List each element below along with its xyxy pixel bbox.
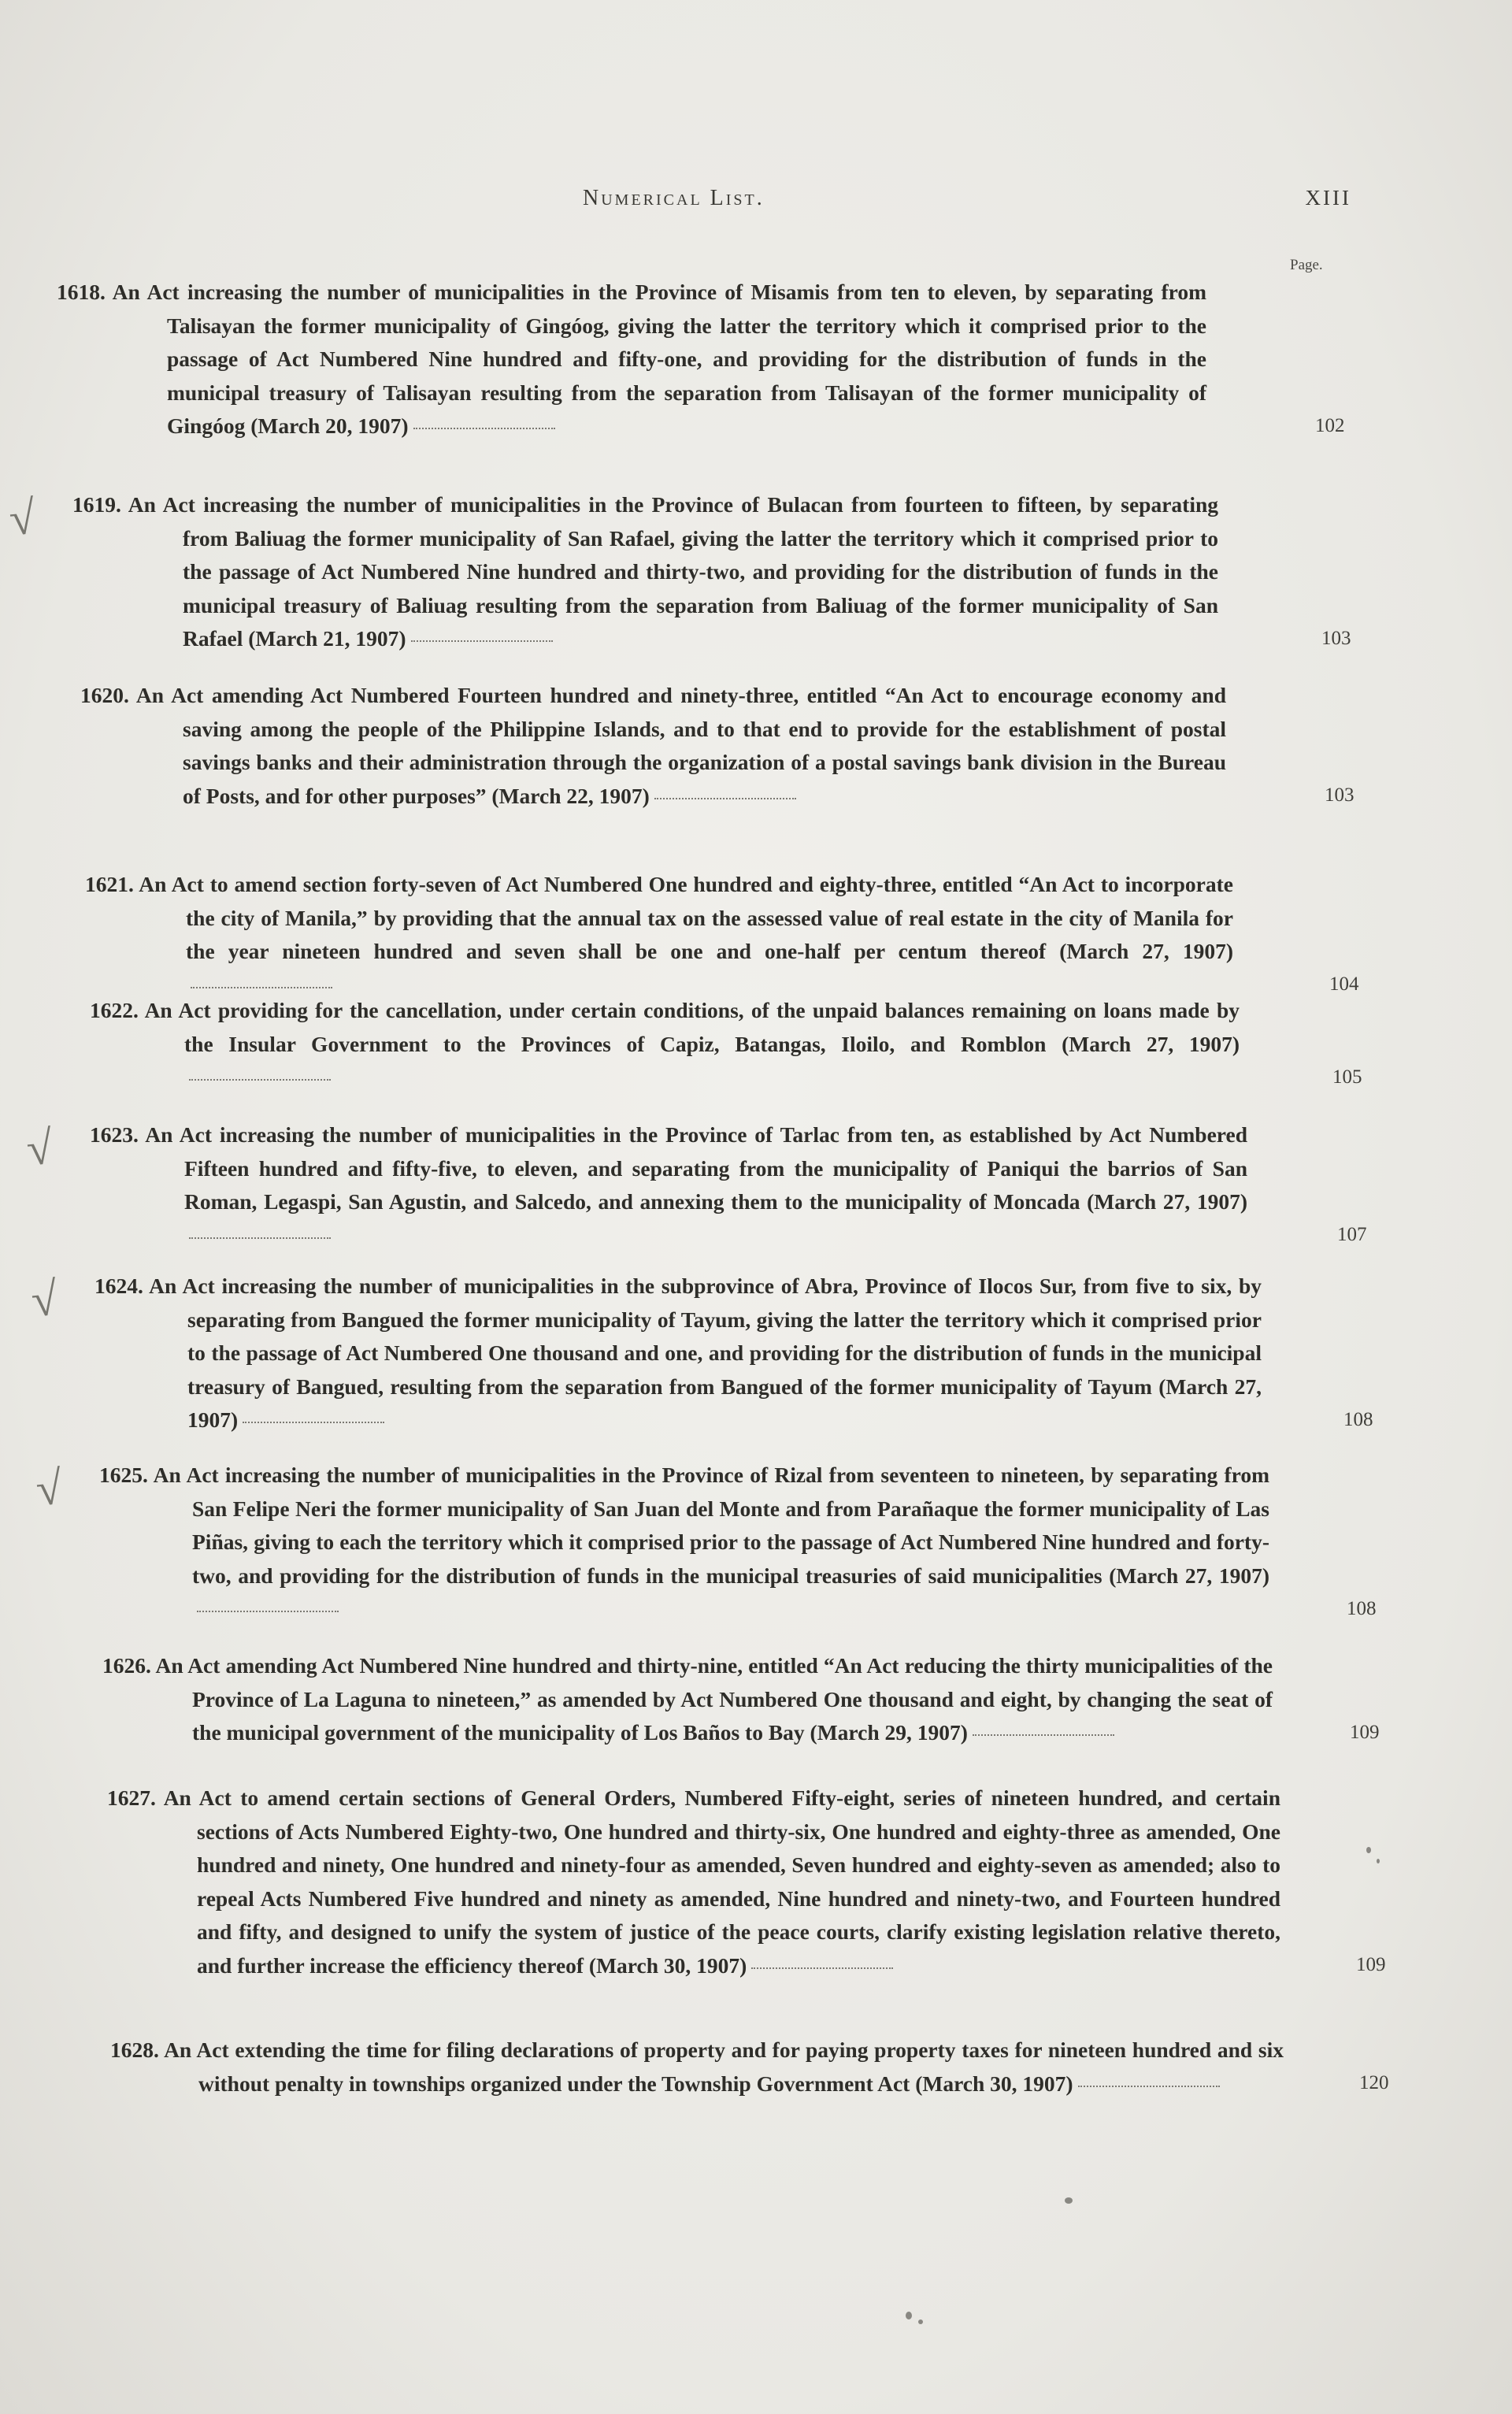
act-number: 1625. — [99, 1463, 148, 1487]
check-mark-icon: √ — [28, 1272, 61, 1327]
act-entry — [72, 679, 1226, 813]
act-title: An Act to amend section forty-seven of Act Numbered One hundred and eighty-three, entitled “An Act to incorporate the city of Manila,” by providing that the annual tax on the assessed value of real estate in the city of Manila for the year nineteen hundred and seven shall be one and one-half per centum thereof (March 27, 1907) — [139, 872, 1233, 963]
leader-dots — [413, 427, 555, 429]
scan-speck — [906, 2312, 912, 2319]
scan-speck — [918, 2319, 923, 2324]
page-reference: 109 — [1356, 1954, 1386, 1975]
act-entry — [102, 2034, 1284, 2101]
act-title: An Act increasing the number of municipalities in the Province of Rizal from seventeen to nineteen, by separating from San Felipe Neri the former municipality of San Juan del Monte and from Parañaque the former municipality of Las Piñas, giving to each the territory which it comprised prior to the passage of Act Numbered Nine hundred and forty-two, and providing for the distribution of funds in the municipal treasuries of said municipalities (March 27, 1907) — [153, 1463, 1269, 1588]
page-header — [158, 186, 1354, 217]
page-reference: 104 — [1329, 973, 1359, 995]
check-mark-icon: √ — [33, 1461, 65, 1516]
leader-dots — [411, 640, 553, 642]
act-entry — [87, 1270, 1262, 1437]
act-number: 1626. — [102, 1653, 151, 1678]
leader-dots — [751, 1967, 893, 1969]
act-entry — [82, 1118, 1247, 1252]
act-number: 1624. — [94, 1274, 143, 1298]
act-title: An Act amending Act Numbered Fourteen hundred and ninety-three, entitled “An Act to encourage economy and saving among the people of the Philippine Islands, and to that end to provide for the establishment of postal savings banks and their administration through the organization of a postal savings bank division in the Bureau of Posts, and for other purposes” (March 22, 1907) — [135, 683, 1226, 808]
scan-speck — [1366, 1847, 1371, 1853]
check-mark-icon: √ — [24, 1121, 56, 1176]
page-reference: 102 — [1315, 415, 1345, 436]
leader-dots — [189, 1237, 331, 1239]
leader-dots — [189, 1078, 331, 1081]
act-number: 1628. — [110, 2038, 159, 2062]
page-reference: 120 — [1359, 2072, 1389, 2093]
page-reference: 105 — [1332, 1066, 1362, 1088]
act-number: 1627. — [107, 1785, 156, 1810]
act-entry — [91, 1459, 1269, 1626]
scan-speck — [1377, 1859, 1380, 1863]
act-entry — [99, 1782, 1280, 1982]
act-number: 1620. — [80, 683, 129, 707]
page-reference: 108 — [1347, 1598, 1377, 1619]
leader-dots — [197, 1610, 339, 1612]
page-reference: 107 — [1337, 1224, 1367, 1245]
act-entry — [94, 1649, 1273, 1750]
leader-dots — [973, 1734, 1114, 1736]
act-number: 1621. — [85, 872, 134, 896]
act-number: 1618. — [57, 280, 106, 304]
page-reference: 103 — [1325, 784, 1354, 806]
act-number: 1619. — [72, 492, 121, 517]
leader-dots — [654, 797, 796, 799]
leader-dots — [191, 986, 332, 988]
act-entry — [49, 276, 1206, 443]
act-number: 1622. — [90, 998, 139, 1022]
page-reference: 103 — [1321, 628, 1351, 649]
page-reference: 109 — [1350, 1722, 1380, 1743]
leader-dots — [243, 1421, 384, 1423]
act-title: An Act increasing the number of municipalities in the subprovince of Abra, Province of Ilocos Sur, from five to six, by separating from Bangued the former municipality of Tayum, giving the latter the territory which it comprised prior to the passage of Act Numbered One thousand and one, and providing for the distribution of funds in the municipal treasury of Bangued, resulting from the separation from Bangued of the former municipality of Tayum (March 27, 1907) — [149, 1274, 1262, 1432]
scan-speck — [1065, 2197, 1073, 2204]
act-number: 1623. — [90, 1122, 139, 1147]
page-number: XIII — [1305, 186, 1351, 210]
act-entry — [65, 488, 1218, 656]
act-title: An Act increasing the number of municipalities in the Province of Misamis from ten to eleven, by separating from Talisayan the former municipality of Gingóog, giving the latter the territory which it comprised prior to the passage of Act Numbered Nine hundred and fifty-one, and providing for the distribution of funds in the municipal treasury of Talisayan resulting from the separation from Talisayan of the former municipality of Gingóog (March 20, 1907) — [112, 280, 1207, 438]
act-title: An Act increasing the number of municipalities in the Province of Bulacan from fourteen to fifteen, by separating from Baliuag the former municipality of San Rafael, giving the latter the territory which it comprised prior to the passage of Act Numbered Nine hundred and thirty-two, and providing for the distribution of funds in the municipal treasury of Baliuag resulting from the separation from Baliuag of the former municipality of San Rafael (March 21, 1907) — [128, 492, 1218, 651]
act-entry — [77, 868, 1233, 1002]
act-title: An Act extending the time for filing declarations of property and for paying property taxes for nineteen hundred and six without penalty in townships organized under the Township Government Act (March 30, 1907) — [164, 2038, 1284, 2096]
check-mark-icon: √ — [6, 491, 39, 546]
act-title: An Act to amend certain sections of General Orders, Numbered Fifty-eight, series of nineteen hundred, and certain sections of Acts Numbered Eighty-two, One hundred and thirty-six, One hundred and eighty-three as amended, One hundred and ninety, One hundred and ninety-four as amended, Seven hundred and eighty-seven as amended; also to repeal Acts Numbered Five hundred and ninety as amended, Nine hundred and ninety-two, and Fourteen hundred and fifty, and designed to unify the system of justice of the peace courts, clarify existing legislation relative thereto, and further increase the efficiency thereof (March 30, 1907) — [163, 1785, 1280, 1978]
act-title: An Act amending Act Numbered Nine hundred and thirty-nine, entitled “An Act reducing the thirty municipalities of the Province of La Laguna to nineteen,” as amended by Act Numbered One thousand and eight, by changing the seat of the municipal government of the municipality of Los Baños to Bay (March 29, 1907) — [155, 1653, 1273, 1745]
act-title: An Act increasing the number of municipalities in the Province of Tarlac from ten, as established by Act Numbered Fifteen hundred and fifty-five, to eleven, and separating from the municipality of Paniqui the barrios of San Roman, Legaspi, San Agustin, and Salcedo, and annexing them to the municipality of Moncada (March 27, 1907) — [145, 1122, 1247, 1214]
leader-dots — [1078, 2085, 1220, 2087]
act-entry — [82, 994, 1240, 1095]
page-column-label: Page. — [1290, 257, 1323, 273]
running-title: Numerical List. — [583, 186, 765, 210]
page-reference: 108 — [1343, 1409, 1373, 1430]
act-title: An Act providing for the cancellation, under certain conditions, of the unpaid balances remaining on loans made by the Insular Government to the Provinces of Capiz, Batangas, Iloilo, and Romblon (March 27, 1907) — [144, 998, 1240, 1056]
